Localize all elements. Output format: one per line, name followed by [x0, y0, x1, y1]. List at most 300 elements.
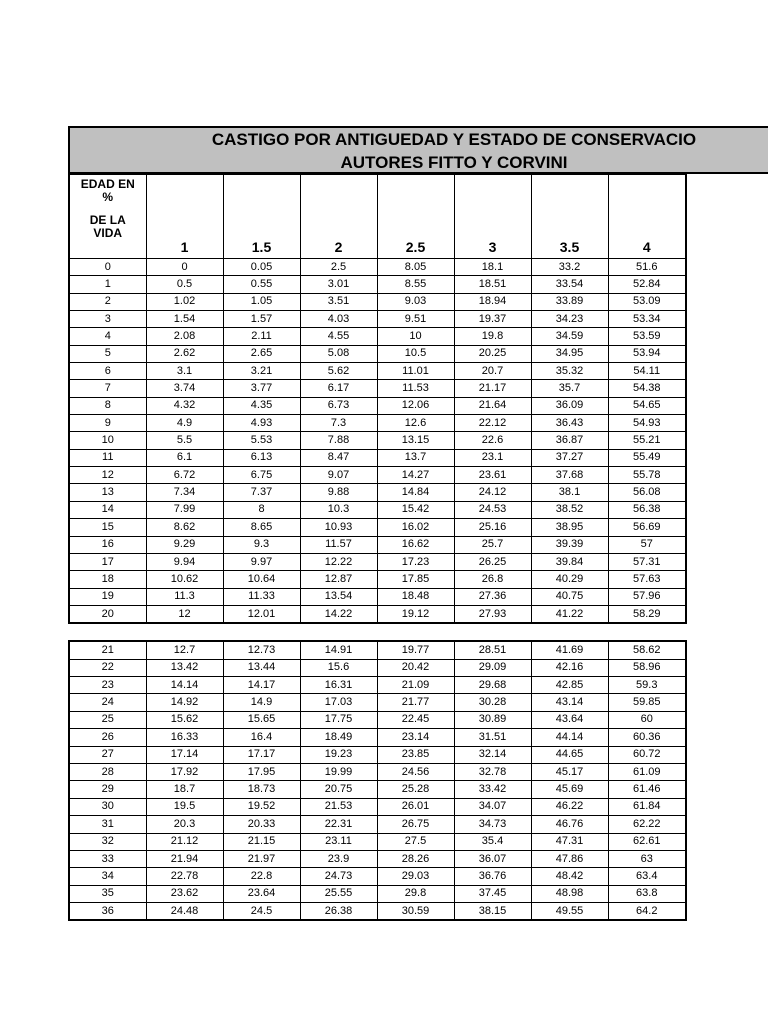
value-cell: 27.93	[454, 605, 531, 623]
value-cell: 7.34	[146, 484, 223, 501]
table-row	[69, 467, 686, 484]
value-cell: 0.05	[223, 259, 300, 276]
value-cell: 12.22	[300, 553, 377, 570]
value-cell: 21.12	[146, 833, 223, 850]
value-cell: 7.37	[223, 484, 300, 501]
table-row	[69, 694, 686, 711]
value-cell: 5.08	[300, 345, 377, 362]
value-cell: 33.42	[454, 781, 531, 798]
value-cell: 58.29	[608, 605, 686, 623]
age-cell: 30	[69, 798, 146, 815]
value-cell: 19.99	[300, 763, 377, 780]
value-cell: 17.85	[377, 571, 454, 588]
value-cell: 37.45	[454, 885, 531, 902]
table-row	[69, 833, 686, 850]
value-cell: 26.8	[454, 571, 531, 588]
value-cell: 12.6	[377, 415, 454, 432]
value-cell: 38.52	[531, 501, 608, 518]
age-cell: 15	[69, 519, 146, 536]
value-cell: 8	[223, 501, 300, 518]
value-cell: 6.13	[223, 449, 300, 466]
value-cell: 29.68	[454, 677, 531, 694]
value-cell: 9.51	[377, 311, 454, 328]
value-cell: 19.8	[454, 328, 531, 345]
table-row	[69, 432, 686, 449]
value-cell: 1.05	[223, 293, 300, 310]
state-header: 4	[608, 175, 686, 259]
value-cell: 14.9	[223, 694, 300, 711]
value-cell: 12.73	[223, 641, 300, 659]
value-cell: 7.88	[300, 432, 377, 449]
age-label-2: %	[102, 190, 114, 204]
value-cell: 37.27	[531, 449, 608, 466]
value-cell: 32.78	[454, 763, 531, 780]
value-cell: 55.49	[608, 449, 686, 466]
value-cell: 23.61	[454, 467, 531, 484]
value-cell: 18.1	[454, 259, 531, 276]
value-cell: 4.55	[300, 328, 377, 345]
table-row	[69, 415, 686, 432]
value-cell: 24.56	[377, 763, 454, 780]
value-cell: 12.01	[223, 605, 300, 623]
value-cell: 16.62	[377, 536, 454, 553]
value-cell: 11.3	[146, 588, 223, 605]
age-cell: 8	[69, 397, 146, 414]
value-cell: 54.11	[608, 363, 686, 380]
value-cell: 24.12	[454, 484, 531, 501]
value-cell: 38.15	[454, 903, 531, 921]
age-cell: 24	[69, 694, 146, 711]
value-cell: 36.76	[454, 868, 531, 885]
value-cell: 14.14	[146, 677, 223, 694]
value-cell: 58.62	[608, 641, 686, 659]
value-cell: 58.96	[608, 659, 686, 676]
value-cell: 46.76	[531, 816, 608, 833]
value-cell: 35.7	[531, 380, 608, 397]
value-cell: 12.87	[300, 571, 377, 588]
value-cell: 44.65	[531, 746, 608, 763]
value-cell: 19.37	[454, 311, 531, 328]
value-cell: 60	[608, 711, 686, 728]
value-cell: 1.54	[146, 311, 223, 328]
value-cell: 34.59	[531, 328, 608, 345]
value-cell: 19.5	[146, 798, 223, 815]
value-cell: 6.75	[223, 467, 300, 484]
table-row	[69, 363, 686, 380]
value-cell: 39.39	[531, 536, 608, 553]
age-cell: 26	[69, 729, 146, 746]
age-cell: 32	[69, 833, 146, 850]
value-cell: 0.5	[146, 276, 223, 293]
value-cell: 36.09	[531, 397, 608, 414]
value-cell: 10.3	[300, 501, 377, 518]
value-cell: 24.53	[454, 501, 531, 518]
table-row	[69, 519, 686, 536]
age-cell: 16	[69, 536, 146, 553]
value-cell: 59.3	[608, 677, 686, 694]
value-cell: 14.84	[377, 484, 454, 501]
table-gap	[68, 624, 768, 640]
value-cell: 36.07	[454, 850, 531, 867]
depreciation-table-part-1	[68, 174, 687, 624]
table-row	[69, 605, 686, 623]
value-cell: 29.8	[377, 885, 454, 902]
age-cell: 19	[69, 588, 146, 605]
table-row	[69, 816, 686, 833]
value-cell: 51.6	[608, 259, 686, 276]
value-cell: 23.11	[300, 833, 377, 850]
value-cell: 20.3	[146, 816, 223, 833]
value-cell: 2.5	[300, 259, 377, 276]
value-cell: 12.7	[146, 641, 223, 659]
value-cell: 20.75	[300, 781, 377, 798]
value-cell: 14.17	[223, 677, 300, 694]
value-cell: 22.78	[146, 868, 223, 885]
age-cell: 20	[69, 605, 146, 623]
value-cell: 37.68	[531, 467, 608, 484]
value-cell: 20.33	[223, 816, 300, 833]
table-row	[69, 571, 686, 588]
age-cell: 25	[69, 711, 146, 728]
value-cell: 23.64	[223, 885, 300, 902]
table-row	[69, 449, 686, 466]
value-cell: 3.01	[300, 276, 377, 293]
value-cell: 48.98	[531, 885, 608, 902]
table-row	[69, 868, 686, 885]
value-cell: 7.3	[300, 415, 377, 432]
table-row	[69, 259, 686, 276]
value-cell: 16.31	[300, 677, 377, 694]
value-cell: 26.01	[377, 798, 454, 815]
value-cell: 11.33	[223, 588, 300, 605]
value-cell: 3.51	[300, 293, 377, 310]
value-cell: 9.97	[223, 553, 300, 570]
value-cell: 14.22	[300, 605, 377, 623]
value-cell: 2.08	[146, 328, 223, 345]
value-cell: 39.84	[531, 553, 608, 570]
value-cell: 3.74	[146, 380, 223, 397]
value-cell: 26.38	[300, 903, 377, 921]
age-cell: 27	[69, 746, 146, 763]
value-cell: 16.4	[223, 729, 300, 746]
value-cell: 59.85	[608, 694, 686, 711]
value-cell: 57.96	[608, 588, 686, 605]
value-cell: 20.25	[454, 345, 531, 362]
value-cell: 10	[377, 328, 454, 345]
value-cell: 31.51	[454, 729, 531, 746]
value-cell: 61.84	[608, 798, 686, 815]
age-cell: 14	[69, 501, 146, 518]
value-cell: 17.14	[146, 746, 223, 763]
value-cell: 54.65	[608, 397, 686, 414]
value-cell: 3.1	[146, 363, 223, 380]
value-cell: 5.53	[223, 432, 300, 449]
age-cell: 21	[69, 641, 146, 659]
age-cell: 2	[69, 293, 146, 310]
value-cell: 24.48	[146, 903, 223, 921]
value-cell: 48.42	[531, 868, 608, 885]
value-cell: 21.64	[454, 397, 531, 414]
table-row	[69, 588, 686, 605]
value-cell: 34.07	[454, 798, 531, 815]
age-cell: 5	[69, 345, 146, 362]
value-cell: 56.08	[608, 484, 686, 501]
table-row	[69, 484, 686, 501]
table-row	[69, 311, 686, 328]
value-cell: 63.8	[608, 885, 686, 902]
value-cell: 16.02	[377, 519, 454, 536]
age-label-4: VIDA	[93, 226, 123, 240]
value-cell: 17.03	[300, 694, 377, 711]
value-cell: 57	[608, 536, 686, 553]
value-cell: 30.59	[377, 903, 454, 921]
table-row	[69, 746, 686, 763]
value-cell: 22.45	[377, 711, 454, 728]
table-row	[69, 711, 686, 728]
value-cell: 28.51	[454, 641, 531, 659]
value-cell: 19.23	[300, 746, 377, 763]
value-cell: 25.28	[377, 781, 454, 798]
value-cell: 47.86	[531, 850, 608, 867]
value-cell: 15.65	[223, 711, 300, 728]
value-cell: 6.72	[146, 467, 223, 484]
table-row	[69, 763, 686, 780]
value-cell: 13.44	[223, 659, 300, 676]
value-cell: 9.88	[300, 484, 377, 501]
value-cell: 15.62	[146, 711, 223, 728]
value-cell: 41.22	[531, 605, 608, 623]
value-cell: 42.85	[531, 677, 608, 694]
age-label-3: DE LA	[89, 213, 126, 227]
age-cell: 13	[69, 484, 146, 501]
age-cell: 35	[69, 885, 146, 902]
value-cell: 23.14	[377, 729, 454, 746]
value-cell: 21.53	[300, 798, 377, 815]
value-cell: 10.64	[223, 571, 300, 588]
value-cell: 13.54	[300, 588, 377, 605]
value-cell: 21.15	[223, 833, 300, 850]
age-cell: 10	[69, 432, 146, 449]
value-cell: 56.69	[608, 519, 686, 536]
value-cell: 55.21	[608, 432, 686, 449]
table-row	[69, 380, 686, 397]
value-cell: 53.94	[608, 345, 686, 362]
value-cell: 27.5	[377, 833, 454, 850]
table-row	[69, 677, 686, 694]
value-cell: 7.99	[146, 501, 223, 518]
table-row	[69, 781, 686, 798]
value-cell: 10.62	[146, 571, 223, 588]
value-cell: 8.62	[146, 519, 223, 536]
value-cell: 56.38	[608, 501, 686, 518]
value-cell: 4.35	[223, 397, 300, 414]
value-cell: 49.55	[531, 903, 608, 921]
value-cell: 62.61	[608, 833, 686, 850]
value-cell: 17.95	[223, 763, 300, 780]
value-cell: 20.42	[377, 659, 454, 676]
value-cell: 14.92	[146, 694, 223, 711]
value-cell: 18.94	[454, 293, 531, 310]
state-header: 2.5	[377, 175, 454, 259]
value-cell: 40.75	[531, 588, 608, 605]
value-cell: 57.63	[608, 571, 686, 588]
value-cell: 9.29	[146, 536, 223, 553]
value-cell: 33.2	[531, 259, 608, 276]
table-row	[69, 328, 686, 345]
value-cell: 22.6	[454, 432, 531, 449]
age-cell: 0	[69, 259, 146, 276]
value-cell: 6.1	[146, 449, 223, 466]
table-row	[69, 659, 686, 676]
value-cell: 47.31	[531, 833, 608, 850]
table-row	[69, 293, 686, 310]
table-body-part-1	[69, 259, 686, 624]
value-cell: 4.93	[223, 415, 300, 432]
value-cell: 16.33	[146, 729, 223, 746]
value-cell: 34.73	[454, 816, 531, 833]
value-cell: 8.55	[377, 276, 454, 293]
value-cell: 17.75	[300, 711, 377, 728]
value-cell: 54.93	[608, 415, 686, 432]
value-cell: 23.85	[377, 746, 454, 763]
age-cell: 12	[69, 467, 146, 484]
table-row	[69, 397, 686, 414]
value-cell: 60.36	[608, 729, 686, 746]
table-row	[69, 729, 686, 746]
value-cell: 3.21	[223, 363, 300, 380]
state-header: 1.5	[223, 175, 300, 259]
value-cell: 21.77	[377, 694, 454, 711]
value-cell: 3.77	[223, 380, 300, 397]
value-cell: 36.43	[531, 415, 608, 432]
value-cell: 55.78	[608, 467, 686, 484]
value-cell: 32.14	[454, 746, 531, 763]
value-cell: 25.7	[454, 536, 531, 553]
value-cell: 5.5	[146, 432, 223, 449]
value-cell: 8.65	[223, 519, 300, 536]
value-cell: 4.32	[146, 397, 223, 414]
value-cell: 36.87	[531, 432, 608, 449]
value-cell: 18.51	[454, 276, 531, 293]
value-cell: 18.73	[223, 781, 300, 798]
value-cell: 38.1	[531, 484, 608, 501]
table-row	[69, 345, 686, 362]
value-cell: 2.11	[223, 328, 300, 345]
age-header	[69, 175, 146, 259]
value-cell: 43.64	[531, 711, 608, 728]
value-cell: 4.03	[300, 311, 377, 328]
table-row	[69, 536, 686, 553]
age-cell: 3	[69, 311, 146, 328]
table-body-part-2	[69, 641, 686, 920]
state-header: 1	[146, 175, 223, 259]
value-cell: 23.1	[454, 449, 531, 466]
value-cell: 35.4	[454, 833, 531, 850]
value-cell: 44.14	[531, 729, 608, 746]
value-cell: 17.23	[377, 553, 454, 570]
value-cell: 9.3	[223, 536, 300, 553]
value-cell: 40.29	[531, 571, 608, 588]
value-cell: 4.9	[146, 415, 223, 432]
value-cell: 18.49	[300, 729, 377, 746]
age-cell: 36	[69, 903, 146, 921]
value-cell: 1.57	[223, 311, 300, 328]
title-line-2: AUTORES FITTO Y CORVINI	[340, 153, 568, 172]
value-cell: 26.75	[377, 816, 454, 833]
value-cell: 10.5	[377, 345, 454, 362]
age-cell: 28	[69, 763, 146, 780]
value-cell: 34.95	[531, 345, 608, 362]
value-cell: 19.12	[377, 605, 454, 623]
value-cell: 34.23	[531, 311, 608, 328]
value-cell: 13.15	[377, 432, 454, 449]
value-cell: 18.7	[146, 781, 223, 798]
value-cell: 11.57	[300, 536, 377, 553]
value-cell: 9.94	[146, 553, 223, 570]
value-cell: 12.06	[377, 397, 454, 414]
age-cell: 34	[69, 868, 146, 885]
state-header: 2	[300, 175, 377, 259]
value-cell: 6.73	[300, 397, 377, 414]
table-row	[69, 641, 686, 659]
value-cell: 13.7	[377, 449, 454, 466]
table-row	[69, 903, 686, 921]
value-cell: 35.32	[531, 363, 608, 380]
value-cell: 24.5	[223, 903, 300, 921]
value-cell: 64.2	[608, 903, 686, 921]
value-cell: 23.9	[300, 850, 377, 867]
value-cell: 5.62	[300, 363, 377, 380]
state-header: 3.5	[531, 175, 608, 259]
value-cell: 29.09	[454, 659, 531, 676]
age-cell: 6	[69, 363, 146, 380]
value-cell: 26.25	[454, 553, 531, 570]
value-cell: 2.65	[223, 345, 300, 362]
depreciation-table-part-2	[68, 640, 687, 921]
value-cell: 54.38	[608, 380, 686, 397]
value-cell: 8.47	[300, 449, 377, 466]
value-cell: 10.93	[300, 519, 377, 536]
age-cell: 17	[69, 553, 146, 570]
value-cell: 61.09	[608, 763, 686, 780]
value-cell: 53.34	[608, 311, 686, 328]
value-cell: 12	[146, 605, 223, 623]
age-cell: 31	[69, 816, 146, 833]
value-cell: 22.12	[454, 415, 531, 432]
value-cell: 13.42	[146, 659, 223, 676]
value-cell: 0.55	[223, 276, 300, 293]
age-cell: 1	[69, 276, 146, 293]
value-cell: 57.31	[608, 553, 686, 570]
value-cell: 9.07	[300, 467, 377, 484]
value-cell: 9.03	[377, 293, 454, 310]
value-cell: 11.01	[377, 363, 454, 380]
age-cell: 7	[69, 380, 146, 397]
value-cell: 19.77	[377, 641, 454, 659]
value-cell: 41.69	[531, 641, 608, 659]
value-cell: 6.17	[300, 380, 377, 397]
value-cell: 2.62	[146, 345, 223, 362]
title-banner	[68, 126, 768, 174]
value-cell: 8.05	[377, 259, 454, 276]
value-cell: 43.14	[531, 694, 608, 711]
value-cell: 14.27	[377, 467, 454, 484]
value-cell: 11.53	[377, 380, 454, 397]
value-cell: 63	[608, 850, 686, 867]
value-cell: 63.4	[608, 868, 686, 885]
value-cell: 25.16	[454, 519, 531, 536]
value-cell: 46.22	[531, 798, 608, 815]
